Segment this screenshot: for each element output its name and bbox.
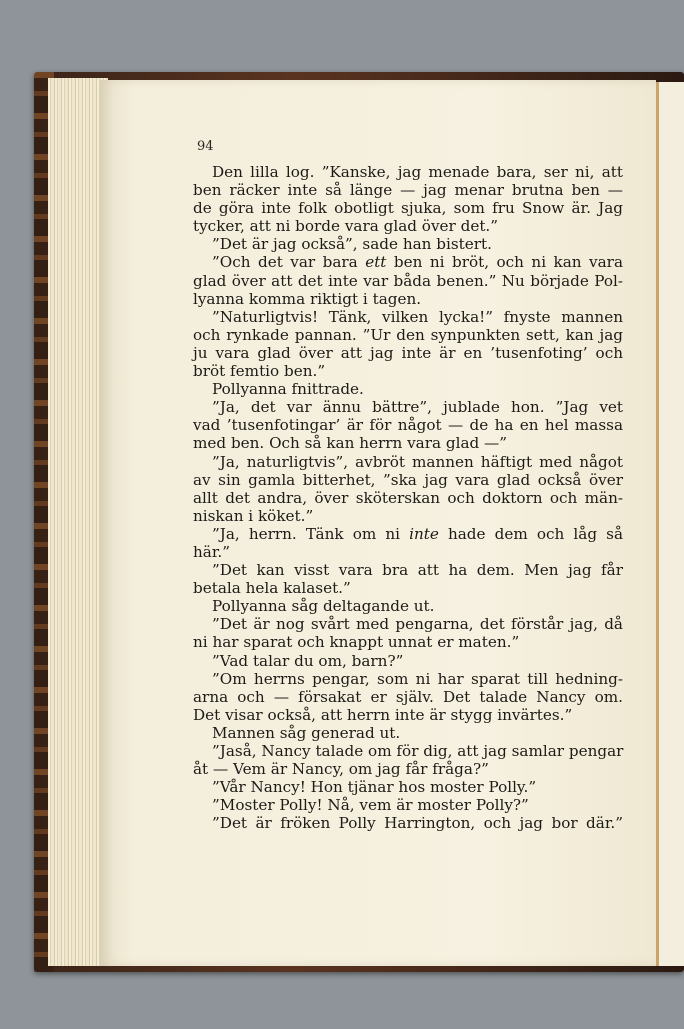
- page-text: [193, 163, 623, 832]
- emphasis-text: ett: [365, 253, 387, 272]
- text-run: ”Ja, herrn. Tänk om ni: [212, 524, 410, 543]
- text-line: och rynkade pannan. ”Ur den synpunkten sett, kan jag: [193, 325, 623, 344]
- text-line: här.”: [193, 542, 231, 561]
- text-line: niskan i köket.”: [193, 506, 314, 525]
- text-run: hade dem och låg så: [438, 524, 623, 543]
- text-line: ju vara glad över att jag inte är en ’tusenfoting’ och: [193, 343, 623, 362]
- page-stack-edge: [48, 78, 108, 966]
- text-line: glad över att det inte var båda benen.” Nu började Pol-: [193, 271, 623, 290]
- text-line: ”Naturligtvis! Tänk, vilken lycka!” fnyste mannen: [212, 307, 623, 326]
- text-line: Pollyanna såg deltagande ut.: [212, 597, 435, 616]
- text-line: [193, 253, 623, 271]
- text-line: Mannen såg generad ut.: [212, 723, 401, 742]
- text-line: de göra inte folk obotligt sjuka, som fru Snow är. Jag: [193, 199, 623, 218]
- text-line: ”Det är fröken Polly Harrington, och jag bor där.”: [212, 814, 623, 833]
- text-line: ”Vad talar du om, barn?”: [212, 651, 404, 670]
- text-line: åt — Vem är Nancy, om jag får fråga?”: [193, 760, 489, 779]
- text-line: ”Det är jag också”, sade han bistert.: [212, 235, 492, 254]
- text-run: ben ni bröt, och ni kan vara: [386, 253, 623, 272]
- text-line: med ben. Och så kan herrn vara glad —”: [193, 434, 508, 453]
- text-line: ni har sparat och knappt unnat er maten.”: [193, 633, 520, 652]
- text-line: ”Vår Nancy! Hon tjänar hos moster Polly.”: [212, 778, 537, 797]
- text-line: Det visar också, att herrn inte är stygg invärtes.”: [193, 705, 573, 724]
- text-line: vad ’tusenfotingar’ är för något — de ha en hel massa: [193, 416, 623, 435]
- text-line: ”Jaså, Nancy talade om för dig, att jag samlar pengar: [212, 742, 624, 760]
- page-number: 94: [197, 139, 214, 154]
- text-line: arna och — försakat er själv. Det talade Nancy om.: [193, 687, 623, 706]
- text-line: [193, 525, 623, 543]
- text-line: allt det andra, över sköterskan och doktorn och män-: [193, 488, 623, 507]
- facing-page-edge: [656, 82, 684, 966]
- text-line: av sin gamla bitterhet, ”ska jag vara glad också över: [193, 470, 623, 489]
- text-line: lyanna komma riktigt i tagen.: [193, 289, 422, 308]
- text-line: bröt femtio ben.”: [193, 362, 326, 381]
- text-line: betala hela kalaset.”: [193, 579, 351, 598]
- text-line: ”Om herrns pengar, som ni har sparat till hedning-: [212, 669, 623, 688]
- text-line: ”Ja, det var ännu bättre”, jublade hon. ”Jag vet: [212, 398, 623, 417]
- text-line: Den lilla log. ”Kanske, jag menade bara, ser ni, att: [212, 163, 623, 181]
- text-line: ”Det är nog svårt med pengarna, det förstår jag, då: [212, 615, 623, 634]
- text-line: ”Det kan visst vara bra att ha dem. Men jag får: [212, 561, 623, 580]
- text-line: ”Moster Polly! Nå, vem är moster Polly?”: [212, 796, 529, 815]
- text-line: ben räcker inte så länge — jag menar brutna ben —: [193, 181, 623, 200]
- text-line: tycker, att ni borde vara glad över det.”: [193, 217, 499, 236]
- emphasis-text: inte: [409, 524, 439, 543]
- text-line: ”Ja, naturligtvis”, avbröt mannen häftigt med något: [212, 452, 623, 471]
- text-line: Pollyanna fnittrade.: [212, 380, 364, 399]
- text-run: ”Och det var bara: [212, 253, 366, 272]
